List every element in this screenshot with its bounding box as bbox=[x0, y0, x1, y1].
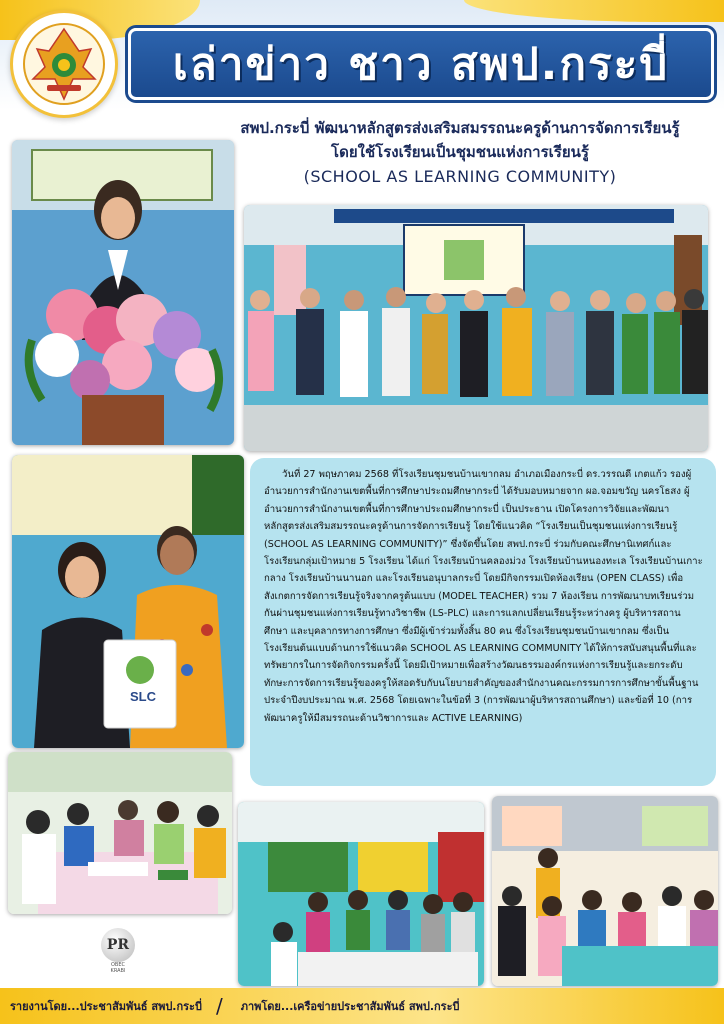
headline-line-1: สพป.กระบี่ พัฒนาหลักสูตรส่งเสริมสมรรถนะครูด้านการจัดการเรียนรู้ bbox=[240, 119, 680, 137]
footer-separator: / bbox=[215, 994, 223, 1018]
photo-bag-handover bbox=[12, 455, 244, 748]
article-text: วันที่ 27 พฤษภาคม 2568 ที่โรงเรียนชุมชนบ้านเขากลม อำเภอเมืองกระบี่ ดร.วรรณดี เกตแก้ว รองผู้อำนวยการสำนักงานเขตพื้นที่การศึกษาประถมศึกษากระบี่ ได้รับมอบหมายจาก ผอ.จอมขวัญ นครโธสง ผู้อำนวยการสำนักงานเขตพื้นที่การศึกษาประถมศึกษากระบี่ เป็นประธาน เปิดโครงการวิจัยและพัฒนาหลักสูตรส่งเสริมสมรรถนะครูด้านการจัดการเรียนรู้ โดยใช้แนวคิด “โรงเรียนเป็นชุมชนแห่งการเรียนรู้ (SCHOOL AS LEARNING COMMUNITY)” ซึ่งจัดขึ้นโดย สพป.กระบี่ ร่วมกับคณะศึกษานิเทศก์และโรงเรียนกลุ่มเป้าหมาย 5 โรงเรียน ได้แก่ โรงเรียนบ้านคลองม่วง โรงเรียนบ้านหนองทะเล โรงเรียนบ้านเกาะกลาง โรงเรียนบ้านนานอก และโรงเรียนอนุบาลกระบี่ โดยมีกิจกรรมเปิดห้องเรียน (OPEN CLASS) เพื่อสังเกตการจัดการเรียนรู้จริงจากครูต้นแบบ (MODEL TEACHER) รวม 7 ห้องเรียน การพัฒนาบทเรียนร่วมกันผ่านชุมชนแห่งการเรียนรู้ทางวิชาชีพ (LS-PLC) และการแลกเปลี่ยนเรียนรู้ระหว่างครู ผู้บริหารสถานศึกษา และบุคลากรทางการศึกษา ซึ่งมีผู้เข้าร่วมทั้งสิ้น 80 คน ซึ่งโรงเรียนชุมชนบ้านเขากลม ซึ่งเป็นโรงเรียนต้นแบบด้านการใช้แนวคิด SCHOOL AS LEARNING COMMUNITY ได้ให้การสนับสนุนพื้นที่และทรัพยากรในการจัดกิจกรรมครั้งนี้ โดยมีเป้าหมายเพื่อสร้างวัฒนธรรมองค์กรแห่งการเรียนรู้และยกระดับทักษะการจัดการเรียนรู้ของครูให้สอดรับกับนโยบายสำคัญของสำนักงานคณะกรรมการการศึกษาขั้นพื้นฐาน ประจำปีงบประมาณ พ.ศ. 2568 โดยเฉพาะในข้อที่ 3 (การพัฒนาผู้บริหารสถานศึกษา) และข้อที่ 10 (การพัฒนาครูให้มีสมรรถนะด้านวิชาการและ ACTIVE LEARNING) bbox=[264, 469, 703, 724]
footer-credits bbox=[0, 988, 724, 1024]
photo-group bbox=[244, 205, 708, 451]
bag-label: SLC bbox=[130, 689, 156, 704]
headline bbox=[210, 116, 710, 190]
headline-line-2: โดยใช้โรงเรียนเป็นชุมชนแห่งการเรียนรู้ bbox=[331, 143, 589, 161]
photo-workshop-table bbox=[8, 752, 232, 914]
photo-speaker-podium bbox=[12, 140, 234, 445]
article-panel bbox=[250, 458, 716, 786]
pr-obec-krabi-logo bbox=[96, 928, 140, 978]
pr-logo-line-2: KRABI bbox=[110, 968, 126, 974]
pr-logo-line-1: OBEC bbox=[110, 962, 126, 968]
pr-mark: PR bbox=[101, 928, 135, 962]
footer-reported-by: รายงานโดย...ประชาสัมพันธ์ สพป.กระบี่ bbox=[10, 1000, 202, 1013]
photo-classroom bbox=[238, 802, 484, 986]
photo-observation bbox=[492, 796, 718, 986]
page-title: เล่าข่าว ชาว สพป.กระบี่ bbox=[172, 39, 670, 90]
obec-emblem-icon bbox=[10, 10, 118, 118]
footer-photo-by: ภาพโดย...เครือข่ายประชาสัมพันธ์ สพป.กระบี่ bbox=[240, 1000, 460, 1013]
page-title-bar bbox=[128, 28, 714, 100]
headline-line-3: (SCHOOL AS LEARNING COMMUNITY) bbox=[303, 167, 617, 186]
